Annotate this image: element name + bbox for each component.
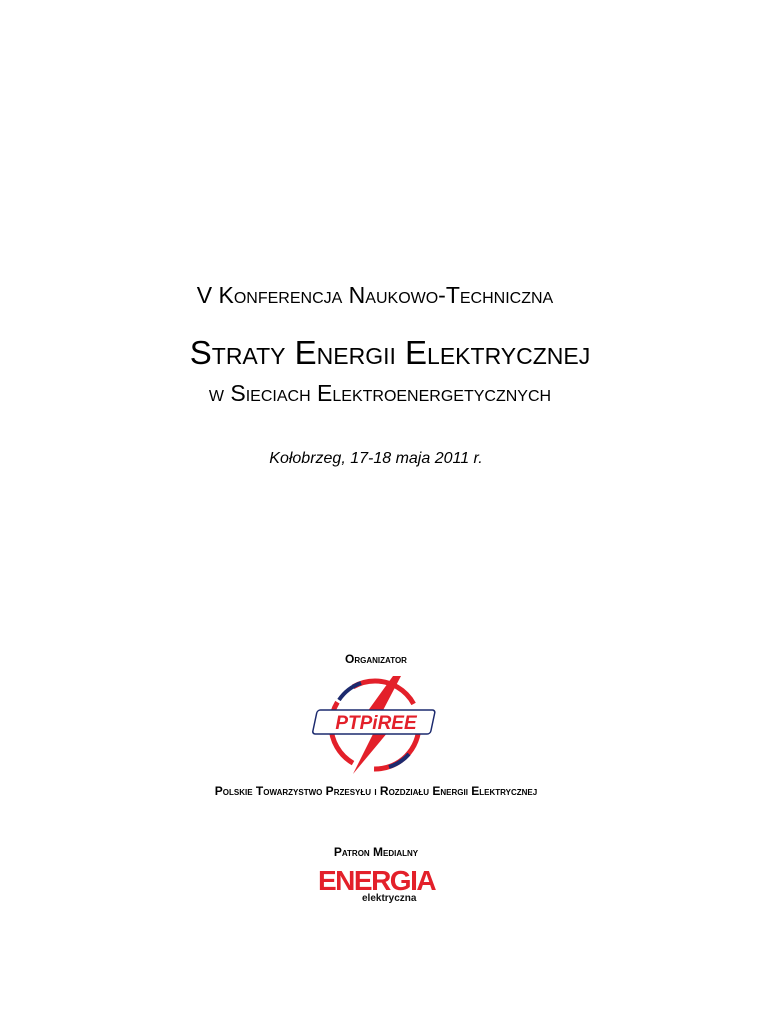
patron-logo-sub: elektryczna (362, 893, 417, 904)
patron-logo-main: ENERGIA (318, 865, 436, 896)
document-subtitle: w Sieciach Elektroenergetycznych (208, 380, 552, 406)
media-patron-heading: Patron Medialny (333, 845, 419, 859)
conference-name: V Konferencja Naukowo-Techniczna (196, 282, 554, 308)
logo-arc-blue-top (339, 683, 361, 700)
conference-date-place: Kołobrzeg, 17-18 maja 2011 r. (269, 450, 483, 467)
energia-elektryczna-logo-icon (318, 866, 434, 910)
ptpiree-logo-icon (309, 674, 441, 776)
logo-arc-blue-bottom (389, 754, 409, 767)
document-title: Straty Energii Elektrycznej (189, 334, 591, 371)
organizer-name: Polskie Towarzystwo Przesyłu i Rozdziału Energii Elektrycznej (214, 784, 538, 798)
organizer-heading: Organizator (345, 652, 407, 666)
ptpiree-logo-graphic (309, 674, 441, 776)
logo-wordmark: PTPiREE (335, 713, 417, 734)
